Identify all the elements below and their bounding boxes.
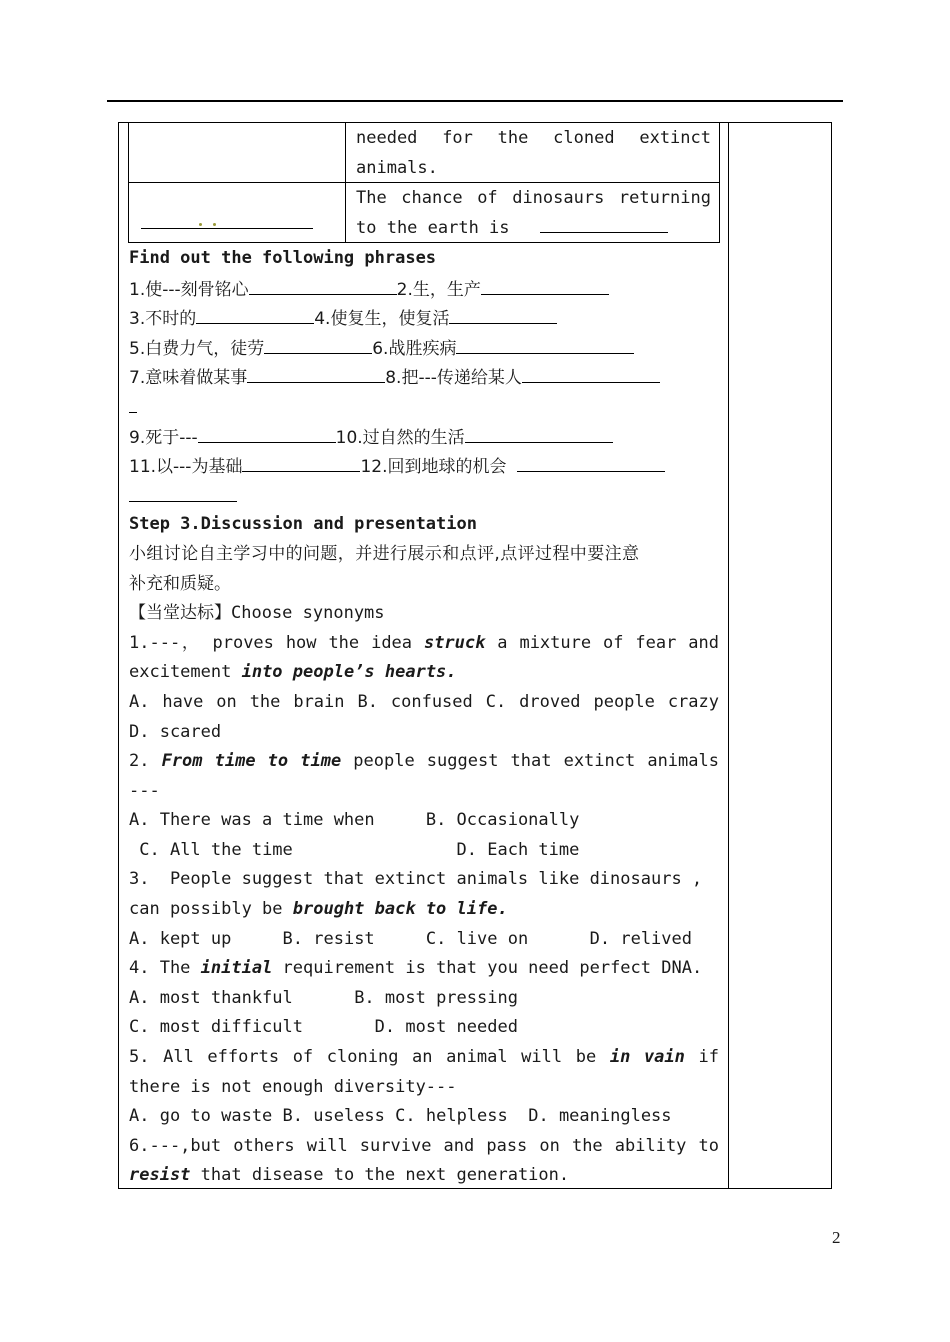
phrase-row: 7.意味着做某事 8.把---传递给某人 [129, 362, 719, 392]
blank-answer-line [141, 228, 313, 229]
step3-desc-cont: 补充和质疑。 [129, 573, 231, 594]
phrase-row: 3.不时的 4.使复生，使复活 [129, 303, 719, 333]
answer-blank[interactable] [264, 333, 372, 354]
answer-blank[interactable] [522, 362, 660, 383]
worksheet-body: Find out the following phrases 1.使---刻骨铭心 2.生，生产 3.不时的 4.使复生，使复活 5.白费力气，徒劳 6.战胜疾病 7.意味着做某事 8.把---传递给某人 9.死于--- 10.过自然的生活 11.以---为基础 12.回到地球的机会 Step 3.Discussion and presentation 小组讨论自主学习中的问题，并进行展示和点评,点评过程中要注意 补充和质疑。 【当堂达标】Choose synonyms 1.---， proves how the idea struck a mixture of fear and excitement into people’s hearts. A. have on the brain B. confused C. droved people crazy D. scared 2. From time to time people suggest that extinct animals --- A. There was a time when B. Occasionally C. All the time D. Each time 3. People suggest that extinct animals like dinosaurs , can possibly be brought back to life. A. kept up B. resist C. live on D. relived 4. The initial requirement is that you need perfect DNA. A. most thankful B. most pressing C. most difficult D. most needed 5. All efforts of cloning an animal will be in vain if there is not enough diversity--- A. go to waste B. useless C. helpless D. meaningless 6.---,but others will survive and pass on the ability to resist that disease to the next generation. [129, 244, 719, 1191]
question-4: 4. The initial requirement is that you need perfect DNA. [129, 958, 703, 979]
phrases-heading: Find out the following phrases [129, 248, 437, 268]
answer-blank[interactable] [465, 422, 613, 443]
stray-dot [213, 223, 216, 226]
stray-dot [199, 223, 202, 226]
question-5-options: A. go to waste B. useless C. helpless D. meaningless [129, 1106, 672, 1127]
answer-blank[interactable] [247, 362, 385, 383]
answer-blank[interactable] [481, 274, 609, 295]
question-4-options: A. most thankful B. most pressing [129, 987, 518, 1008]
answer-blank[interactable] [517, 451, 665, 472]
exercise-title: 【当堂达标】Choose synonyms [129, 603, 385, 624]
answer-blank[interactable] [242, 451, 360, 472]
header-rule [107, 100, 843, 102]
question-3-options: A. kept up B. resist C. live on D. relived [129, 928, 692, 949]
question-1-options: A. have on the brain B. confused C. droved people crazy [129, 691, 719, 712]
question-1: 1.---， proves how the idea struck a mixture of fear and [129, 632, 719, 653]
answer-blank[interactable] [456, 333, 634, 354]
page-number: 2 [832, 1228, 841, 1247]
answer-blank[interactable] [449, 303, 557, 324]
answer-blank[interactable] [540, 215, 668, 233]
answer-blank[interactable] [249, 274, 397, 295]
question-5: 5. All efforts of cloning an animal will be in vain if [129, 1047, 719, 1068]
question-2: 2. From time to time people suggest that extinct animals [129, 751, 719, 772]
phrase-row: 11.以---为基础 12.回到地球的机会 [129, 451, 719, 481]
table-cell-row2: The chance of dinosaurs returning to the earth is [356, 188, 711, 238]
table-cell-row1: needed for the cloned extinct animals. [356, 128, 711, 178]
answer-blank[interactable] [196, 303, 314, 324]
phrase-row: 1.使---刻骨铭心 2.生，生产 [129, 274, 719, 304]
answer-blank[interactable] [198, 422, 336, 443]
step3-desc: 小组讨论自主学习中的问题，并进行展示和点评,点评过程中要注意 [129, 543, 640, 564]
notes-column-divider [728, 122, 729, 1189]
step3-heading: Step 3.Discussion and presentation [129, 514, 477, 535]
question-2-options: A. There was a time when B. Occasionally [129, 810, 580, 831]
phrase-row: 5.白费力气，徒劳 6.战胜疾病 [129, 333, 719, 363]
phrase-row: 9.死于--- 10.过自然的生活 [129, 422, 719, 452]
question-6: 6.---,but others will survive and pass on the ability to [129, 1135, 719, 1156]
inner-table [128, 122, 720, 243]
question-3: 3. People suggest that extinct animals like dinosaurs , [129, 869, 703, 890]
